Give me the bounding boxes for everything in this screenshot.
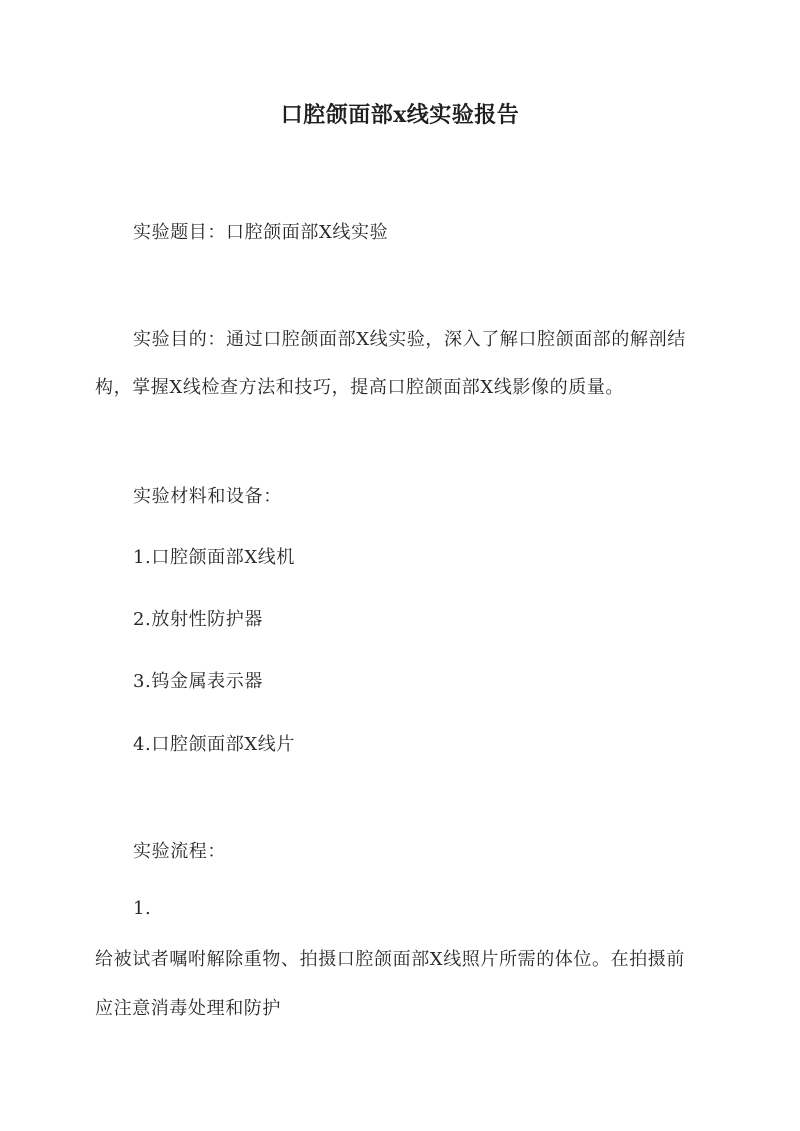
procedure-line-2: 应注意消毒处理和防护 xyxy=(95,998,281,1019)
purpose-line-2: 构，掌握X线检查方法和技巧，提高口腔颌面部X线影像的质量。 xyxy=(95,377,625,398)
purpose-line-1: 实验目的：通过口腔颌面部X线实验，深入了解口腔颌面部的解剖结 xyxy=(133,329,686,350)
subject-line: 实验题目：口腔颌面部X线实验 xyxy=(133,222,389,243)
procedure-number: 1. xyxy=(133,898,152,919)
procedure-heading: 实验流程： xyxy=(133,841,226,862)
materials-item-4: 4.口腔颌面部X线片 xyxy=(133,734,295,755)
materials-item-2: 2.放射性防护器 xyxy=(133,609,263,630)
procedure-line-1: 给被试者嘱咐解除重物、拍摄口腔颌面部X线照片所需的体位。在拍摄前 xyxy=(95,949,686,970)
materials-heading: 实验材料和设备： xyxy=(133,486,282,507)
materials-item-1: 1.口腔颌面部X线机 xyxy=(133,547,295,568)
document-title: 口腔颌面部x线实验报告 xyxy=(280,102,520,128)
materials-item-3: 3.钨金属表示器 xyxy=(133,671,263,692)
